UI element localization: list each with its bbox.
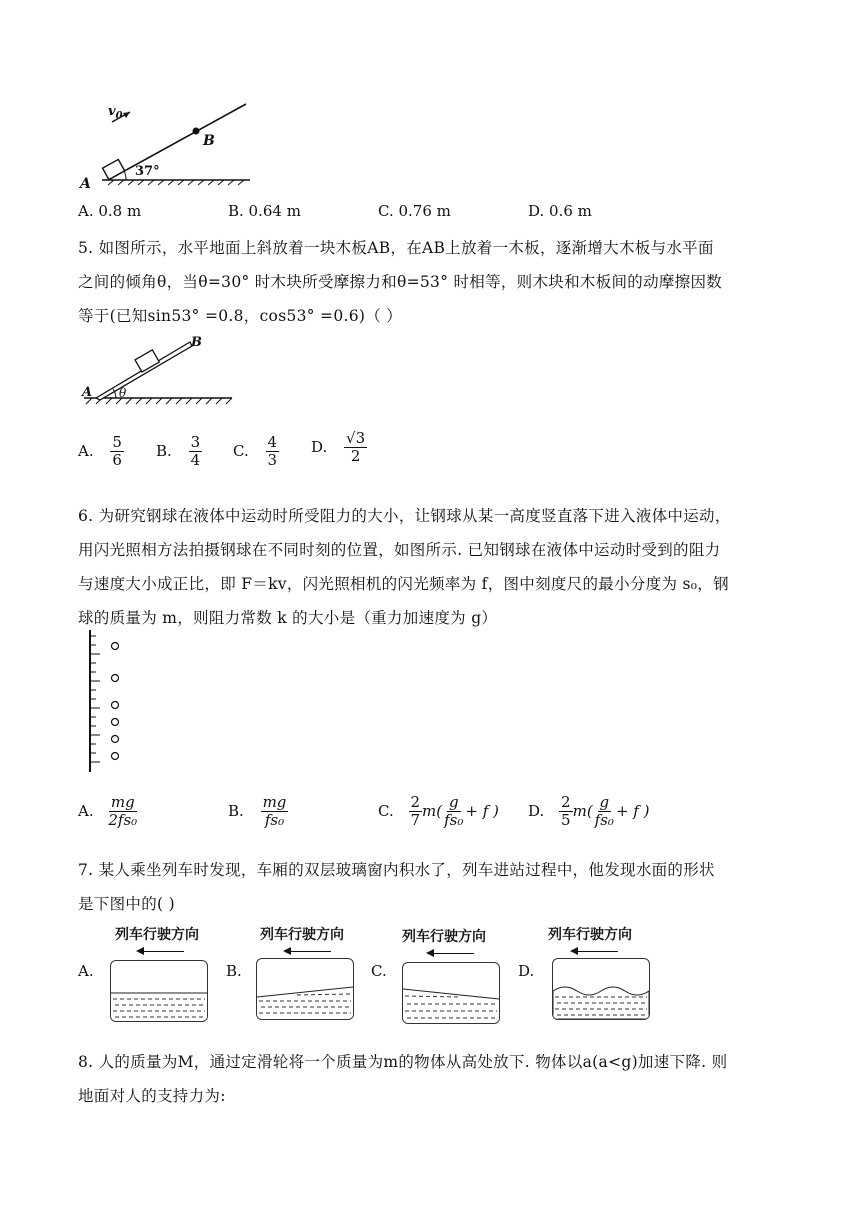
q5-label-theta: θ: [119, 386, 127, 400]
q4-label-angle: 37°: [135, 164, 160, 179]
q6-option-c[interactable]: C. $\frac{2}{7}$ m( $\frac{g}{\text{fs₀}}$ + f ): [378, 793, 499, 829]
q5-text-line1: 5. 如图所示，水平地面上斜放着一块木板AB，在AB上放着一木板，逐渐增大木板与水平面: [78, 239, 714, 257]
q7-text-line2: 是下图中的( ): [78, 895, 175, 913]
q4-incline-figure: [78, 96, 258, 196]
q7-d-direction-arrow: [572, 951, 618, 952]
q5-option-b[interactable]: B. $\frac{3}{4}$: [156, 433, 201, 469]
q7-c-direction-label: 列车行驶方向: [402, 929, 486, 945]
q7-a-water: [111, 961, 207, 1021]
q5-board-figure: [78, 334, 238, 410]
q7-c-direction-arrow: [428, 953, 474, 954]
q4-option-d[interactable]: D. 0.6 m: [528, 202, 592, 220]
q6-text-line2: 用闪光照相方法拍摄钢球在不同时刻的位置，如图所示. 已知钢球在液体中运动时受到的阻力: [78, 541, 721, 559]
q7-option-c-label[interactable]: C.: [371, 962, 387, 980]
q7-text-line1: 7. 某人乘坐列车时发现，车厢的双层玻璃窗内积水了，列车进站过程中，他发现水面的形状: [78, 861, 715, 879]
q4-option-b[interactable]: B. 0.64 m: [228, 202, 301, 220]
q7-option-b-window[interactable]: [256, 958, 354, 1020]
q4-label-A: A: [80, 176, 91, 192]
q5-text-line2: 之间的倾角θ，当θ=30° 时木块所受摩擦力和θ=53° 时相等，则木块和木板间的动摩擦因数: [78, 273, 723, 291]
q6-text-line1: 6. 为研究钢球在液体中运动时所受阻力的大小，让钢球从某一高度竖直落下进入液体中运动，: [78, 507, 731, 525]
q4-label-v0: $v_0$: [108, 104, 123, 122]
q5-option-c[interactable]: C. $\frac{4}{3}$: [233, 433, 278, 469]
q6-text-line3: 与速度大小成正比，即 F＝kv，闪光照相机的闪光频率为 f，图中刻度尺的最小分度为 s₀，钢: [78, 575, 729, 593]
q6-option-b[interactable]: B. $\frac{mg}{\text{fs₀}}$: [228, 793, 287, 829]
q6-text-line4: 球的质量为 m，则阻力常数 k 的大小是（重力加速度为 g）: [78, 609, 498, 627]
q7-a-direction-arrow: [138, 951, 184, 952]
q7-d-water: [553, 959, 649, 1019]
q6-flash-photo-figure: [84, 628, 134, 776]
q5-option-d[interactable]: D. $\frac{√3}{2}$: [311, 429, 366, 465]
q8-text-line1: 8. 人的质量为M，通过定滑轮将一个质量为m的物体从高处放下. 物体以a(a<g)加速下降. 则: [78, 1053, 728, 1071]
q4-option-c[interactable]: C. 0.76 m: [378, 202, 451, 220]
q7-option-b-label[interactable]: B.: [226, 962, 242, 980]
q7-option-d-window[interactable]: [552, 958, 650, 1020]
q7-c-water: [403, 963, 499, 1023]
q7-a-direction-label: 列车行驶方向: [115, 927, 199, 943]
q7-option-a-label[interactable]: A.: [78, 962, 94, 980]
q7-d-direction-label: 列车行驶方向: [548, 927, 632, 943]
q5-label-A: A: [82, 385, 93, 400]
q7-option-c-window[interactable]: [402, 962, 500, 1024]
q7-b-direction-arrow: [285, 951, 331, 952]
q7-b-water: [257, 959, 353, 1019]
q7-option-d-label[interactable]: D.: [518, 962, 535, 980]
q6-option-d[interactable]: D. $\frac{2}{5}$ m( $\frac{g}{\text{fs₀}}$ + f ): [528, 793, 650, 829]
q5-label-B: B: [191, 335, 202, 350]
q6-option-a[interactable]: A. $\frac{mg}{\text{2fs₀}}$: [78, 793, 138, 829]
q5-text-line3: 等于(已知sin53° =0.8，cos53° =0.6)（ ）: [78, 307, 403, 325]
q8-text-line2: 地面对人的支持力为:: [78, 1087, 226, 1105]
q4-label-B: B: [203, 133, 215, 149]
q4-option-a[interactable]: A. 0.8 m: [78, 202, 142, 220]
q7-b-direction-label: 列车行驶方向: [260, 927, 344, 943]
q5-option-a[interactable]: A. $\frac{5}{6}$: [78, 433, 122, 469]
q7-option-a-window[interactable]: [110, 960, 208, 1022]
